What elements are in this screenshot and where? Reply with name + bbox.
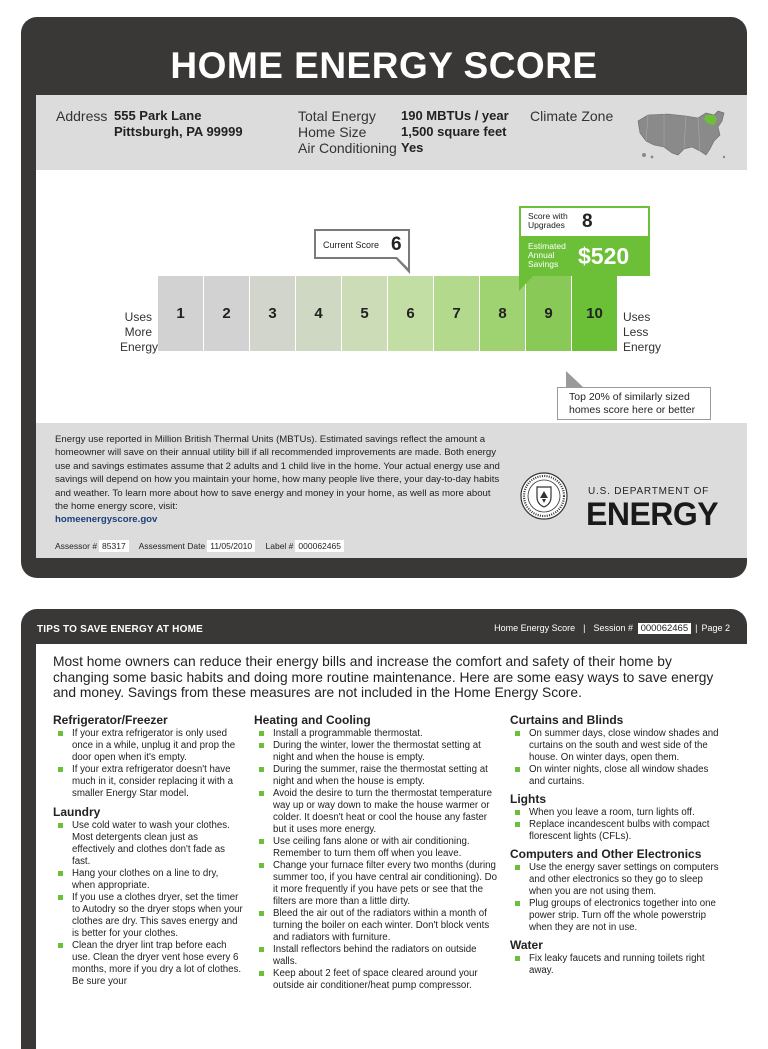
tips-card [21, 609, 747, 1049]
tips-intro: Most home owners can reduce their energy bills and increase the comfort and safety of their home by changing some basic habits and doing more routine maintenance. Here are some easy ways to save energy and money. Savings from these measures are not included in the Home Energy Score. [53, 654, 714, 700]
score-cell-8: 8 [480, 276, 525, 351]
section-heading: Water [510, 938, 543, 952]
section-heading: Computers and Other Electronics [510, 847, 702, 861]
tip-item: Use the energy saver settings on computers and other electronics so they go to sleep when you are not using them. [529, 862, 724, 898]
estimated-savings-value: $520 [578, 243, 630, 269]
total-energy-value: 190 MBTUs / year [401, 108, 509, 123]
score-cell-3: 3 [250, 276, 295, 351]
climate-zone-map-icon [634, 107, 732, 161]
estimated-savings-label: Estimated Annual Savings [528, 241, 566, 269]
assessment-date: 11/05/2010 [207, 540, 255, 552]
tip-item: Install reflectors behind the radiators on outside walls. [273, 944, 500, 968]
score-cell-4: 4 [296, 276, 341, 351]
assessor-number: 85317 [99, 540, 129, 552]
score-cell-1: 1 [158, 276, 203, 351]
tip-item: Bleed the air out of the radiators within a month of turning the boiler on each winter. Don't block vents and radiators with furniture. [273, 908, 500, 944]
score-cell-9: 9 [526, 276, 571, 351]
tip-item: Use cold water to wash your clothes. Most detergents clean just as effectively and clothes don't fade as fast. [72, 820, 243, 868]
tip-item: Avoid the desire to turn the thermostat temperature way up or way down to make the house warmer or colder. It doesn't heat or cool the house any faster but it uses more energy. [273, 788, 500, 836]
section-heading: Lights [510, 792, 546, 806]
top20-note: Top 20% of similarly sized homes score here or better [557, 387, 711, 420]
top20-pointer-icon [566, 371, 584, 388]
tip-item: Plug groups of electronics together into one power strip. Turn off the whole powerstrip when they are not in use. [529, 898, 724, 934]
tip-item: Clean the dryer lint trap before each use. Clean the dryer vent hose every 6 months, more if you dry a lot of clothes. Be sure your [72, 940, 242, 987]
tips-body [36, 644, 747, 1049]
label-number: 000062465 [295, 540, 344, 552]
tip-item: When you leave a room, turn lights off. [529, 807, 724, 819]
tip-item: Replace incandescent bulbs with compact florescent lights (CFLs). [529, 819, 724, 843]
homeenergyscore-link[interactable]: homeenergyscore.gov [55, 514, 158, 526]
current-score-callout [314, 229, 410, 259]
tip-item: Fix leaky faucets and running toilets right away. [529, 953, 724, 977]
doe-seal-icon [520, 472, 568, 520]
air-conditioning-label: Air Conditioning [298, 140, 397, 156]
tip-item: During the winter, lower the thermostat setting at night and when the house is empty. [273, 740, 500, 764]
uses-less-energy-label: Uses Less Energy [623, 310, 662, 354]
tip-item: If your extra refrigerator is only used once in a while, unplug it and prop the door open when it's empty. [72, 728, 243, 764]
air-conditioning-value: Yes [401, 140, 424, 155]
score-scale-area [36, 170, 747, 439]
climate-zone-label: Climate Zone [530, 108, 614, 124]
current-score-value: 6 [391, 234, 402, 255]
disclaimer-text: Energy use reported in Million British Thermal Units (MBTUs). Estimated savings reflect the amount a homeowner will save on their annual utility bill if all recommended improvements are made. Both energy use and savings estimates assume that 2 adults and 1 child live in the home. Your actual energy use and savings will depend on how you maintain your home, how many people live there, your day-to-day habits and weather. To learn more about how to save energy and money in your home, as well as more about the home energy score, visit: homeenergyscore.gov [55, 433, 503, 527]
score-cell-6: 6 [388, 276, 433, 351]
session-number: 000062465 [638, 623, 692, 634]
tips-column-2 [254, 713, 500, 996]
section-heading: Curtains and Blinds [510, 713, 624, 727]
uses-more-energy-label: Uses More Energy [120, 310, 159, 354]
doe-energy-text: ENERGY [586, 496, 719, 532]
score-with-upgrades-value: 8 [582, 211, 593, 232]
score-cell-7: 7 [434, 276, 479, 351]
tip-item: During the summer, raise the thermostat setting at night and when the house is empty. [273, 764, 500, 788]
address-label: Address [56, 108, 108, 124]
home-info-bar [36, 95, 747, 170]
address-line1: 555 Park Lane [114, 108, 202, 123]
tip-item: If your extra refrigerator doesn't have much in it, consider replacing it with a smaller Energy Star model. [72, 764, 243, 800]
tip-item: Hang your clothes on a line to dry, when appropriate. [72, 868, 243, 892]
current-score-label: Current Score [323, 240, 380, 250]
tip-item: Keep about 2 feet of space cleared around your outside air conditioner/heat pump compressor. [273, 968, 500, 992]
section-heading: Refrigerator/Freezer [53, 713, 168, 727]
disclaimer-bar [36, 423, 747, 558]
score-cell-2: 2 [204, 276, 249, 351]
upgrades-pointer-icon [519, 274, 537, 292]
tip-item: Change your furnace filter every two months (during summer too, if you have central air conditioning). Do it more frequently if you have pets or see that the filters are more than a little dirty. [273, 860, 500, 908]
score-cell-10: 10 [572, 276, 617, 351]
tip-item: If you use a clothes dryer, set the timer to Autodry so the dryer stops when your clothes are dry. This saves energy and is better for your clothes. [72, 892, 243, 939]
page-title: HOME ENERGY SCORE [170, 45, 598, 86]
score-with-upgrades-callout [519, 206, 650, 276]
score-with-upgrades-label: Score with Upgrades [528, 211, 568, 230]
page-number: Page 2 [701, 623, 730, 633]
total-energy-label: Total Energy [298, 108, 376, 124]
home-size-value: 1,500 square feet [401, 124, 507, 139]
energy-score-card [21, 17, 747, 578]
address-line2: Pittsburgh, PA 99999 [114, 124, 243, 139]
score-cell-5: 5 [342, 276, 387, 351]
page2-header-right: Home Energy Score | Session # 000062465 | Page 2 [494, 623, 730, 634]
assessment-meta: Assessor # 85317 Assessment Date 11/05/2010 Label # 000062465 [55, 540, 352, 552]
tips-header: TIPS TO SAVE ENERGY AT HOME [37, 624, 203, 635]
section-heading: Laundry [53, 805, 101, 819]
tip-item: Install a programmable thermostat. [273, 728, 500, 740]
section-heading: Heating and Cooling [254, 713, 371, 727]
tips-column-3 [510, 713, 724, 981]
tip-item: On winter nights, close all window shades and curtains. [529, 764, 724, 788]
tip-item: On summer days, close window shades and curtains on the south and west side of the house. On winter days, open them. [529, 728, 724, 764]
doe-department-text: U.S. DEPARTMENT OF [588, 486, 710, 497]
tip-item: Use ceiling fans alone or with air conditioning. Remember to turn them off when you leave. [273, 836, 500, 860]
tips-column-1 [53, 713, 243, 992]
current-score-pointer-icon [393, 257, 411, 275]
home-size-label: Home Size [298, 124, 367, 140]
score-scale [158, 276, 618, 351]
